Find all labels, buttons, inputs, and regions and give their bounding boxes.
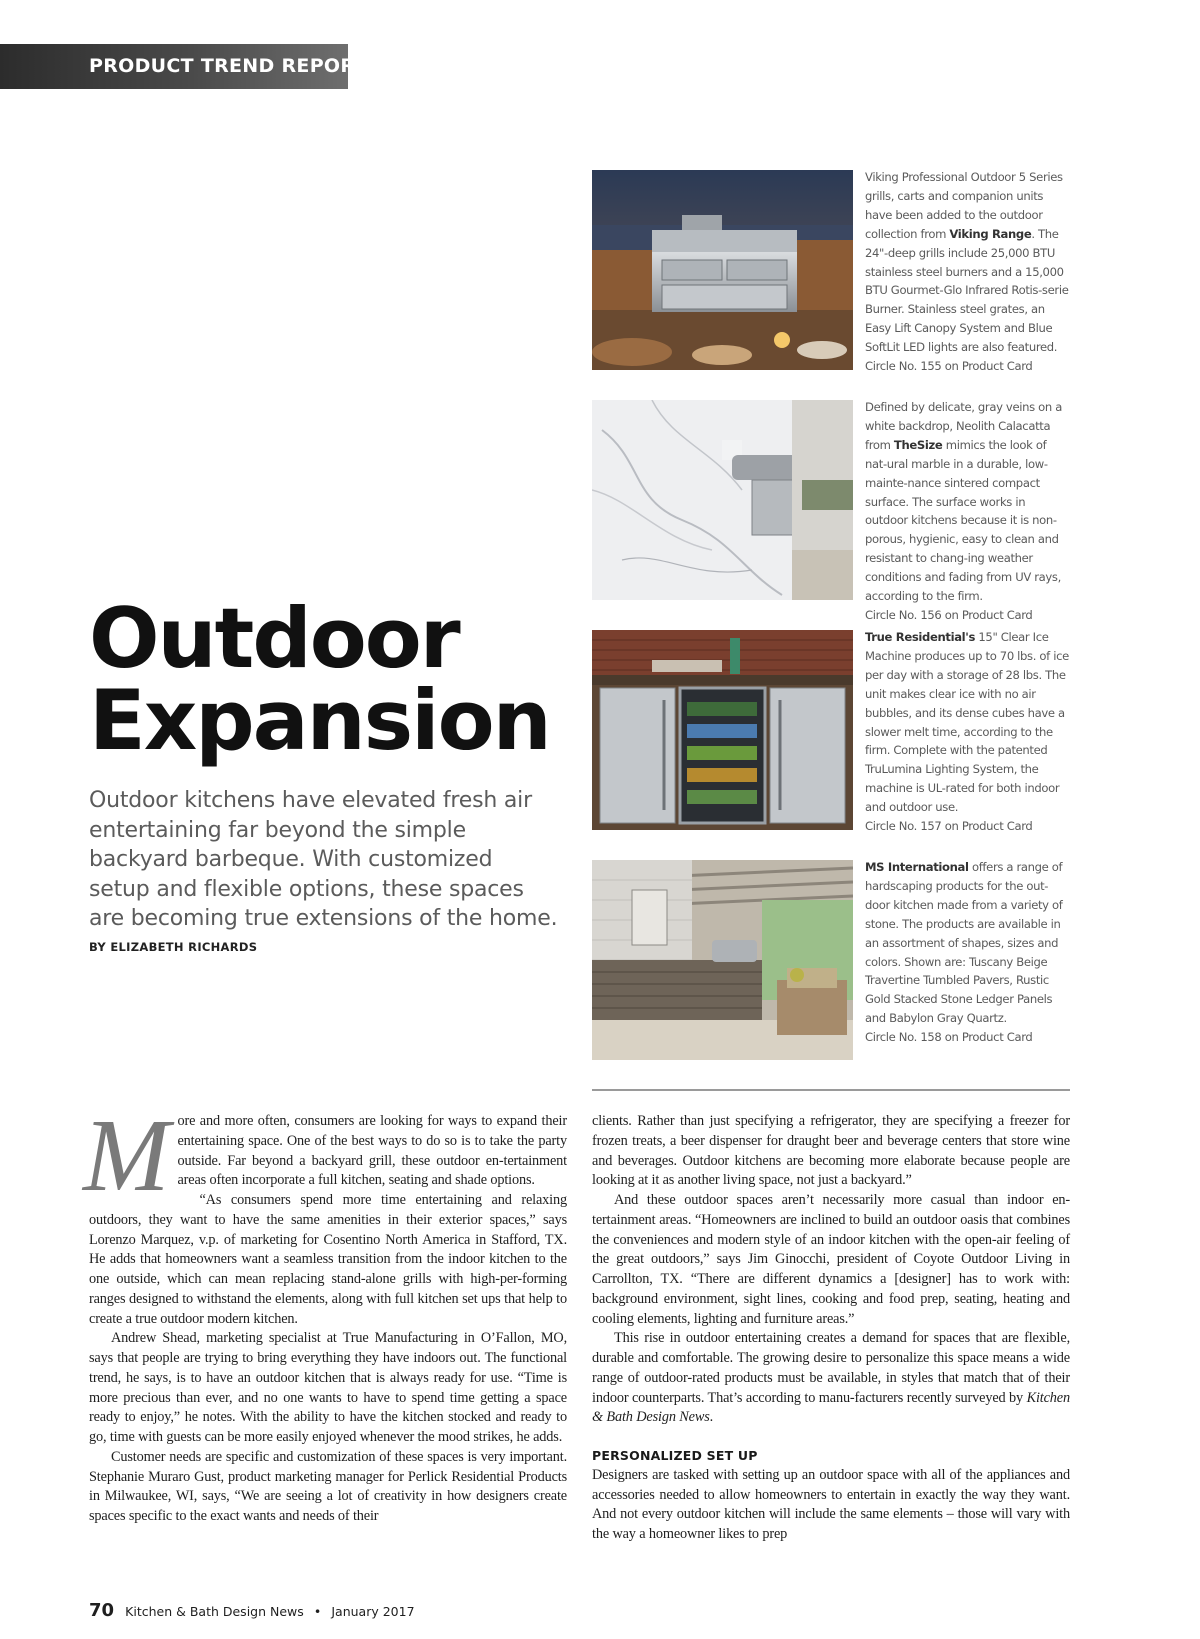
product-item [592,400,1070,622]
body-column-left [83,1098,567,1527]
article-byline: BY ELIZABETH RICHARDS [89,940,258,954]
headline-line-1: Outdoor [89,590,459,687]
section-subhead: PERSONALIZED SET UP [592,1448,758,1463]
headline-line-2: Expansion [89,672,550,769]
brand-name: True Residential's [865,630,976,644]
page-number: 70 [89,1600,115,1621]
body-paragraph: Customer needs are specific and customization of these spaces is very important. Stephanie Muraro Gust, product marketing manager for Perlick Residential Products in Milwaukee, WI, says, “We are seeing a lot of creativity in how designers create spaces specific to the exact wants and needs of their [89,1448,567,1524]
body-paragraph: And these outdoor spaces aren’t necessarily more casual than indoor en-tertainment areas. “Homeowners are inclined to build an outdoor oasis that combines the conveniences and modern style of an indoor kitchen with the open-air feeling of the great outdoors,” says Jim Ginocchi, president of Coyote Outdoor Living in Carrollton, TX. “There are different dynamics a [designer] has to work with: background environment, sight lines, cooking and food prep, seating, heating and cooling elements, lighting and furniture areas.” [592,1192,1070,1327]
publication-title: Kitchen & Bath Design News [125,1604,304,1619]
footer-separator: • [313,1604,322,1619]
body-paragraph: More and more often, consumers are looking for ways to expand their entertaining space. One of the best ways to do so is to take the party outside. Far beyond a backyard grill, these outdoor en-tertainment areas often incorporate a full kitchen, seating and shade options. [83,1098,567,1213]
brand-name: MS International [865,860,969,874]
reader-service-number: Circle No. 158 on Product Card [865,1030,1033,1045]
product-item [592,170,1070,374]
product-caption: True Residential's 15" Clear Ice Machine produces up to 70 lbs. of ice per day with a storage of 28 lbs. The unit makes clear ice with no air bubbles, and its dense cubes have a slower melt time, according to the firm. Complete with the patented TruLumina Lighting System, the machine is UL-rated for both indoor and outdoor use. Circle No. 157 on Product Card [865,628,1071,836]
body-column-right [592,1112,1070,1545]
page-footer [89,1600,415,1621]
product-photo-ms-international-stone [592,860,853,1060]
product-caption: MS International offers a range of hardscaping products for the out-door kitchen made from a variety of stone. The products are available in an assortment of shapes, sizes and colors. Shown are: Tuscany Beige Travertine Tumbled Pavers, Rustic Gold Stacked Stone Ledger Panels and Babylon Gray Quartz. Circle No. 158 on Product Card [865,858,1071,1047]
product-photo-viking-grill [592,170,853,370]
body-paragraph: “As consumers spend more time entertaining and relaxing outdoors, they want to have the same amenities in their exterior spaces,” says Lorenzo Marquez, v.p. of marketing for Cosentino North America in Stafford, TX. He adds that homeowners want a seamless transition from the indoor kitchen to the one outside, which can mean replacing stand-alone grills with high-per-forming ranges designed to withstand the elements, along with full kitchen set ups that help to create a true outdoor modern kitchen. [89,1192,567,1327]
body-paragraph: Andrew Shead, marketing specialist at True Manufacturing in O’Fallon, MO, says that people are trying to bring everything they have indoors out. The functional trend, he says, is to have an outdoor kitchen that is always ready for use. “Time is more precious than ever, and no one wants to have to spend time getting a space ready to enjoy,” he notes. With the ability to have the kitchen stocked and ready to go, time with guests can be more easily enjoyed whenever the mood strikes, he adds. [89,1330,567,1445]
product-caption: Defined by delicate, gray veins on a white backdrop, Neolith Calacatta from TheSize mimics the look of nat-ural marble in a durable, low-mainte-nance sintered compact surface. The surface works in outdoor kitchens because it is non-porous, hygienic, easy to clean and resistant to chang-ing weather conditions and fading from UV rays, according to the firm. Circle No. 156 on Product Card [865,398,1071,625]
product-photo-neolith-marble [592,400,853,600]
product-item [592,860,1070,1060]
product-item [592,630,1070,834]
brand-name: TheSize [893,437,943,452]
article-dek: Outdoor kitchens have elevated fresh air entertaining far beyond the simple backyard barbeque. With customized setup and flexible options, these spaces are becoming true extensions of the home. [89,788,558,931]
product-caption: Viking Professional Outdoor 5 Series grills, carts and companion units have been added to the outdoor collection from Viking Range. The 24"-deep grills include 25,000 BTU stainless steel burners and a 15,000 BTU Gourmet-Glo Infrared Rotis-serie Burner. Stainless steel grates, an Easy Lift Canopy System and Blue SoftLit LED lights are also featured. Circle No. 155 on Product Card [865,168,1071,376]
body-paragraph: Designers are tasked with setting up an outdoor space with all of the appliances and accessories needed to allow homeowners to entertain in exactly the way they want. And not every outdoor kitchen will include the same elements – those will vary with the way a homeowner likes to prep [592,1466,1070,1542]
article-headline [89,590,559,769]
publication-name: Kitchen & Bath Design News [592,1389,1070,1426]
drop-cap: M [83,1098,170,1213]
reader-service-number: Circle No. 155 on Product Card [865,359,1033,374]
column-divider-rule [592,1089,1070,1091]
brand-name: Viking Range [949,226,1032,241]
section-label: PRODUCT TREND REPORT [0,44,348,89]
reader-service-number: Circle No. 157 on Product Card [865,819,1033,834]
body-paragraph: clients. Rather than just specifying a refrigerator, they are specifying a freezer for frozen treats, a beer dispenser for draught beer and beverage centers that store wine and beverages. Outdoor kitchens are becoming more elaborate because people are looking at it as another living space, not just a backyard.” [592,1113,1070,1189]
issue-date: January 2017 [331,1604,415,1619]
product-photo-true-ice-machine [592,630,853,830]
body-paragraph: This rise in outdoor entertaining creates a demand for spaces that are flexible, durable and comfortable. The growing desire to personalize this space means a wide range of outdoor-rated products must be available, in styles that match that of their indoor counterparts. That’s according to manu-facturers recently surveyed by Kitchen & Bath Design News. [592,1330,1070,1426]
reader-service-number: Circle No. 156 on Product Card [865,607,1033,622]
